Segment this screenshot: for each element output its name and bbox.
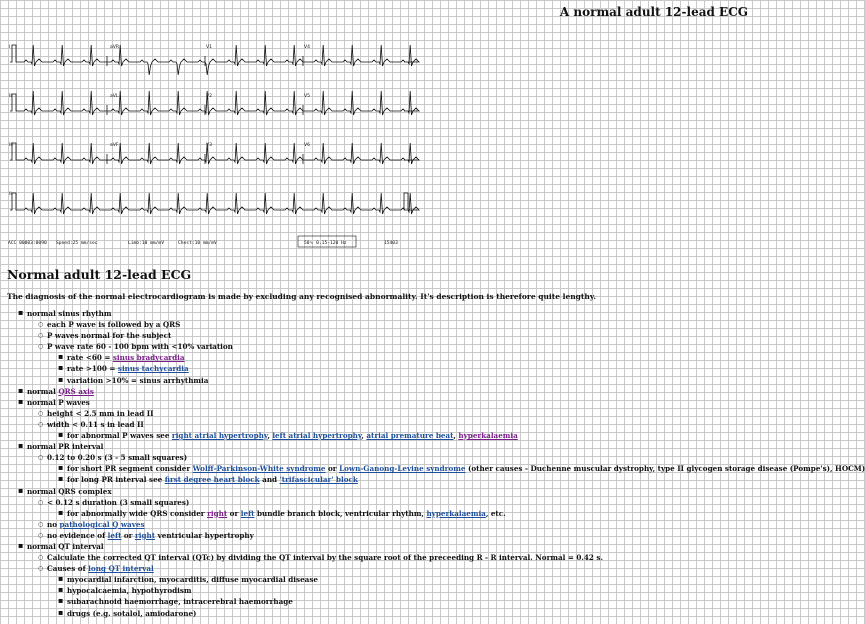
item-text: hypocalcaemia, hypothyrodism [67,586,192,596]
link-hyperkalaemia-qrs[interactable]: hyperkalaemia [426,508,486,518]
lead-label-v4: V4 [304,45,310,50]
link-lgl-syndrome[interactable]: Lown-Ganong-Levine syndrome [339,464,466,474]
item-text: drugs (e.g. sotalol, amiodarone) [67,608,197,618]
ecg-chest-gain: Chest:10 mm/mV [178,241,217,246]
lead-label-v3: V3 [206,143,212,148]
ecg-trace-row [10,45,419,75]
link-first-degree-heart-block[interactable]: first degree heart block [164,475,260,485]
list-item [67,363,813,374]
intro-text: The diagnosis of the normal electrocardiogram is made by excluding any recognised abnormality. It's description is therefore quite lengthy. [7,292,596,301]
link-sinus-tachycardia[interactable]: sinus tachycardia [117,364,189,374]
item-text: 0.12 to 0.20 s (3 - 5 small squares) [47,453,188,463]
list-item [47,519,813,530]
list-item [27,541,813,619]
item-text: height < 2.5 mm in lead II [47,408,154,418]
item-text: myocardial infarction, myocarditis, diffuse myocardial disease [67,575,318,585]
list-item [27,386,813,397]
link-atrial-premature-beat[interactable]: atrial premature beat [366,431,454,441]
item-text: width < 0.11 s in lead II [47,419,144,429]
ecg-filter: 50∿ 0.15-120 Hz [304,241,347,246]
item-text: P waves normal for the subject [47,331,172,341]
item-text: ventricular hypertrophy [155,530,254,540]
item-text: < 0.12 s duration (3 small squares) [47,497,190,507]
list-item [27,308,813,386]
list-item [67,508,813,519]
list-item [47,530,813,541]
list-item [47,497,813,519]
item-text: (other causes - Duchenne muscular dystrophy, type II glycogen storage disease (Pompe's), HOCM) [465,464,865,474]
item-label: normal P waves [27,397,90,407]
link-pathological-q-waves[interactable]: pathological Q waves [59,519,145,529]
lead-label-v1: V1 [206,45,212,50]
list-item [27,397,813,441]
item-text: for abnormal P waves see [67,431,172,441]
list-item [47,419,813,441]
list-item [27,441,865,485]
item-text: no evidence of [47,530,108,540]
ecg-trace-row [10,193,419,214]
link-long-qt-interval[interactable]: long QT interval [88,564,154,574]
criteria-list [0,308,865,619]
item-text: normal [27,386,59,396]
item-text: and [259,475,280,485]
link-rvh[interactable]: right [134,530,156,540]
lead-label-avr: aVR [110,45,119,50]
lead-label-i: I [9,45,11,50]
list-item [67,596,813,607]
lead-label-avl: aVL [110,94,119,99]
link-qrs-axis[interactable]: QRS axis [58,386,94,396]
item-text: each P wave is followed by a QRS [47,320,181,330]
item-text: for abnormally wide QRS consider [67,508,208,518]
link-lvh[interactable]: left [107,530,122,540]
item-text: or [325,464,340,474]
ecg-limb-gain: Limb:10 mm/mV [128,241,164,246]
item-text: or [121,530,135,540]
list-item [47,341,813,385]
lead-label-iii: III [9,143,13,148]
link-right-atrial-hypertrophy[interactable]: right atrial hypertrophy [171,431,268,441]
link-left-bbb[interactable]: left [240,508,255,518]
ecg-trace-row [10,91,419,115]
lead-label-v2: V2 [206,94,212,99]
list-item [67,463,865,474]
item-text: or [227,508,241,518]
list-item [67,585,813,596]
list-item [47,319,813,330]
list-item [67,474,813,485]
lead-label-v5: V5 [304,94,310,99]
item-text: for long PR interval see [67,475,165,485]
item-text: rate >100 = [67,364,118,374]
item-label: normal sinus rhythm [27,309,112,318]
ecg-tracing [6,38,416,253]
item-text: no [47,519,60,529]
item-label: normal PR interval [27,442,104,452]
item-text: variation >10% = sinus arrhythmia [67,375,209,385]
item-text: Causes of [47,564,89,574]
ecg-trace-row [10,143,419,164]
link-sinus-bradycardia[interactable]: sinus bradycardia [112,353,185,363]
list-item: ▪ for abnormal P waves see right atrial hypertrophy, left atrial hypertrophy, atrial premature beat, hyperkalaemia [67,430,813,441]
link-trifascicular-block[interactable]: 'trifascicular' block [279,475,358,485]
list-item [47,452,865,485]
item-text: bundle branch block, ventricular rhythm, [254,508,427,518]
item-text: for short PR segment consider [67,464,193,474]
list-item [47,330,813,341]
lead-label-avf: aVF [110,143,119,148]
page-title: A normal adult 12-lead ECG [559,5,748,19]
section-heading: Normal adult 12-lead ECG [7,267,192,282]
link-hyperkalaemia[interactable]: hyperkalaemia [458,431,518,441]
item-label: normal QT interval [27,541,104,551]
item-text: subarachnoid haemorrhage, intracerebral haemorrhage [67,597,293,607]
lead-label-ii: II [9,94,12,99]
ecg-code: 15403 [384,241,398,246]
ecg-speed: Speed:25 mm/sec [56,241,98,246]
ecg-device-id: ACC 00003:0090 [8,241,47,246]
list-item [67,352,813,363]
list-item [67,608,813,619]
item-text: rate <60 = [67,353,113,363]
lead-label-rhythm-ii: II [9,192,12,197]
item-text: , etc. [485,508,506,518]
list-item [67,375,813,386]
link-wpw-syndrome[interactable]: Wolff-Parkinson-White syndrome [192,464,326,474]
item-text: P wave rate 60 - 100 bpm with <10% variation [47,342,233,352]
list-item [47,563,813,618]
item-label: normal QRS complex [27,486,112,496]
list-item [47,408,813,419]
link-right-bbb[interactable]: right [207,508,228,518]
list-item [27,486,813,541]
ecg-image [6,38,416,253]
list-item [67,574,813,585]
list-item [47,552,813,563]
lead-label-v6: V6 [304,143,310,148]
item-text: Calculate the corrected QT interval (QTc) by dividing the QT interval by the square root of the preceeding R - R interval. Normal = 0.42 s. [47,553,603,563]
link-left-atrial-hypertrophy[interactable]: left atrial hypertrophy [272,431,362,441]
